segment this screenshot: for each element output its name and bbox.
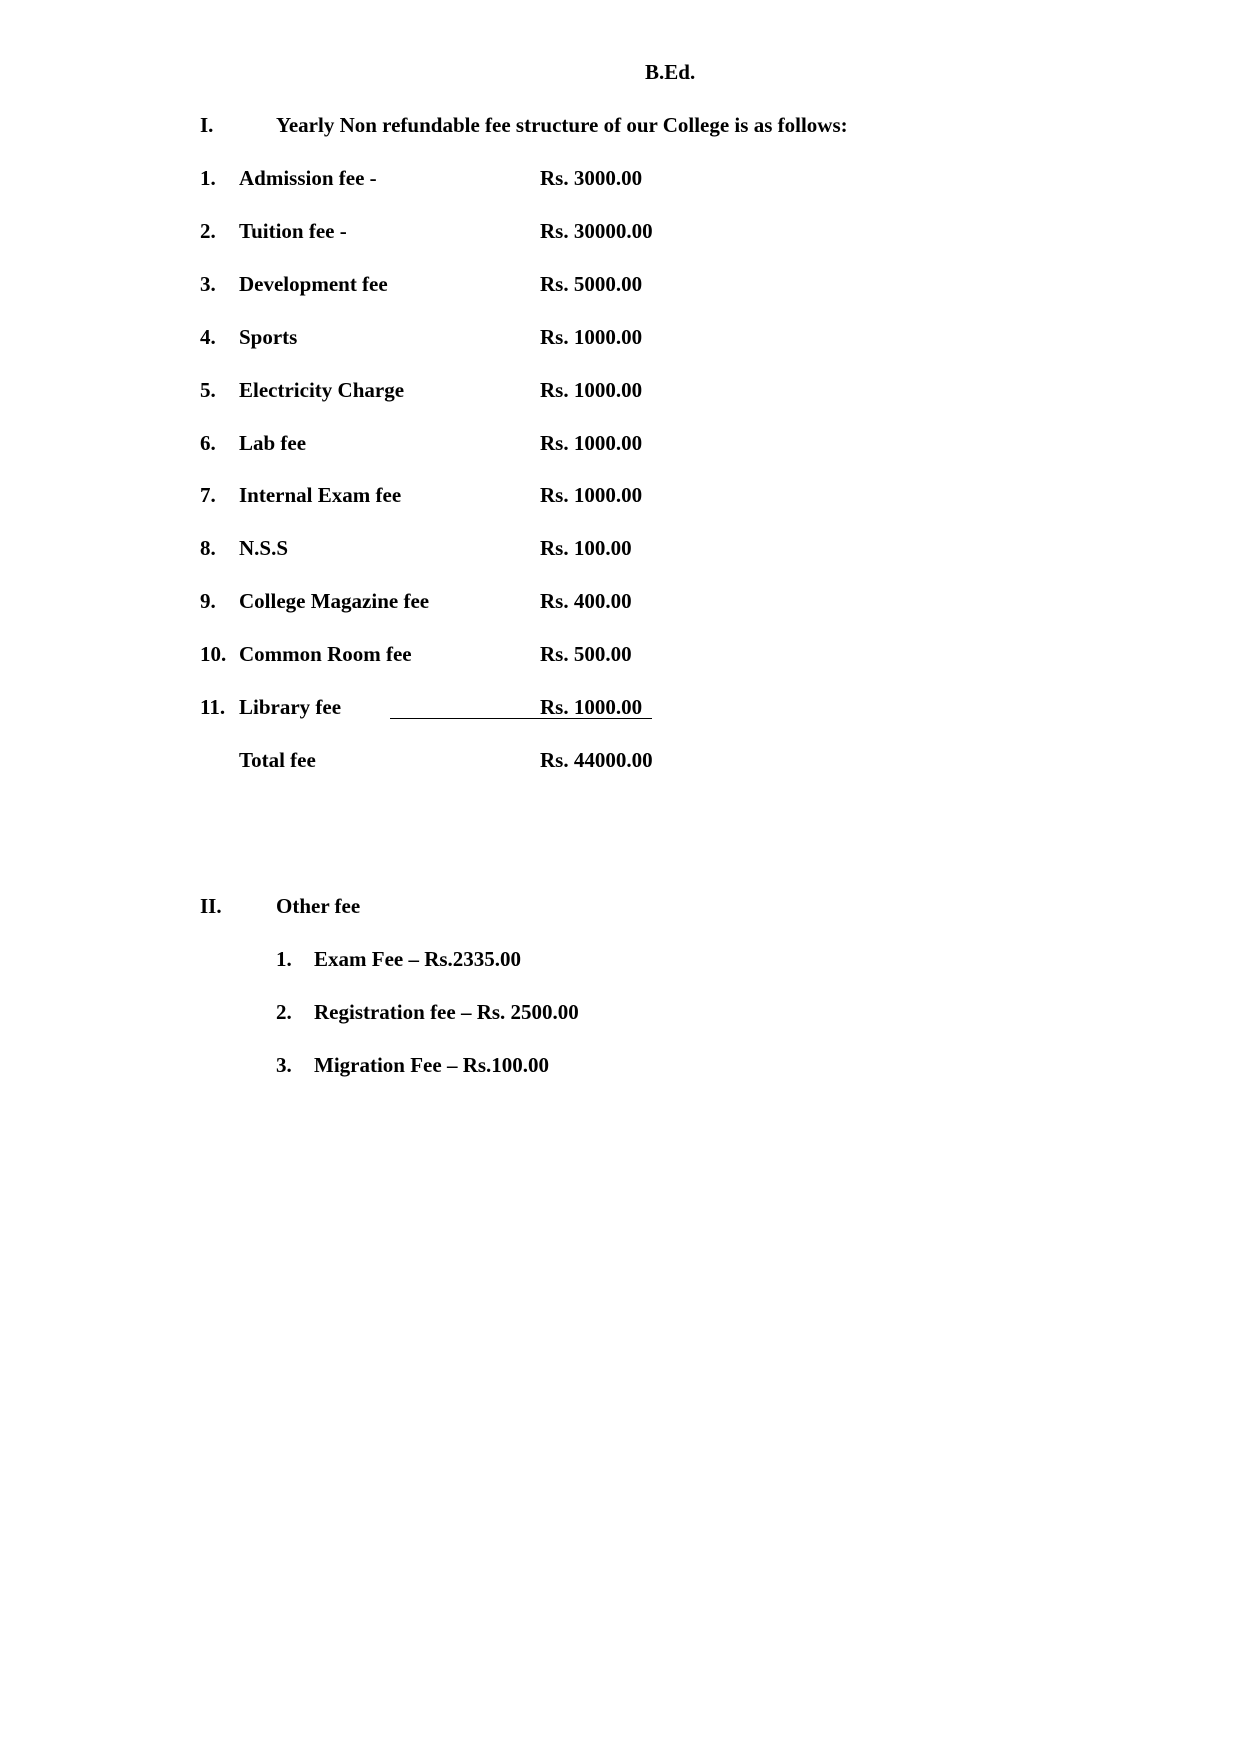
total-label: Total fee (239, 748, 316, 772)
fee-number: 7. (200, 483, 216, 507)
fee-number: 5. (200, 378, 216, 402)
fee-label: Admission fee - (239, 166, 377, 190)
other-fee-text: Migration Fee – Rs.100.00 (314, 1053, 550, 1077)
fee-amount: Rs. 1000.00 (540, 325, 643, 349)
fee-number: 2. (200, 219, 216, 243)
other-fee-number: 2. (276, 1000, 292, 1024)
other-fee-text: Exam Fee – Rs.2335.00 (314, 947, 522, 971)
fee-number: 8. (200, 536, 216, 560)
fee-amount: Rs. 1000.00 (540, 695, 643, 719)
fee-number: 11. (200, 695, 226, 719)
fee-label: Lab fee (239, 431, 307, 455)
fee-amount: Rs. 3000.00 (540, 166, 643, 190)
section-2-heading: Other fee (276, 894, 361, 918)
fee-label: Internal Exam fee (239, 483, 402, 507)
total-amount: Rs. 44000.00 (540, 748, 653, 772)
other-fee-number: 1. (276, 947, 292, 971)
section-1-heading: Yearly Non refundable fee structure of our College is as follows: (276, 113, 848, 137)
document-title: B.Ed. (645, 60, 696, 84)
fee-label: College Magazine fee (239, 589, 430, 613)
fee-number: 4. (200, 325, 216, 349)
fee-amount: Rs. 500.00 (540, 642, 632, 666)
fee-number: 9. (200, 589, 216, 613)
fee-amount: Rs. 100.00 (540, 536, 632, 560)
fee-amount: Rs. 30000.00 (540, 219, 653, 243)
fee-amount: Rs. 1000.00 (540, 483, 643, 507)
fee-amount: Rs. 1000.00 (540, 378, 643, 402)
fee-label: Common Room fee (239, 642, 412, 666)
fee-label: Tuition fee - (239, 219, 347, 243)
fee-amount: Rs. 1000.00 (540, 431, 643, 455)
total-underline-rule (390, 718, 652, 719)
fee-amount: Rs. 400.00 (540, 589, 632, 613)
section-2-numeral: II. (200, 894, 222, 918)
fee-label: Electricity Charge (239, 378, 405, 402)
fee-number: 10. (200, 642, 227, 666)
other-fee-text: Registration fee – Rs. 2500.00 (314, 1000, 579, 1024)
fee-number: 1. (200, 166, 216, 190)
fee-number: 6. (200, 431, 216, 455)
fee-label: Development fee (239, 272, 388, 296)
section-1-numeral: I. (200, 113, 214, 137)
fee-label: N.S.S (239, 536, 289, 560)
fee-label: Library fee (239, 695, 342, 719)
fee-amount: Rs. 5000.00 (540, 272, 643, 296)
fee-number: 3. (200, 272, 216, 296)
fee-label: Sports (239, 325, 298, 349)
other-fee-number: 3. (276, 1053, 292, 1077)
